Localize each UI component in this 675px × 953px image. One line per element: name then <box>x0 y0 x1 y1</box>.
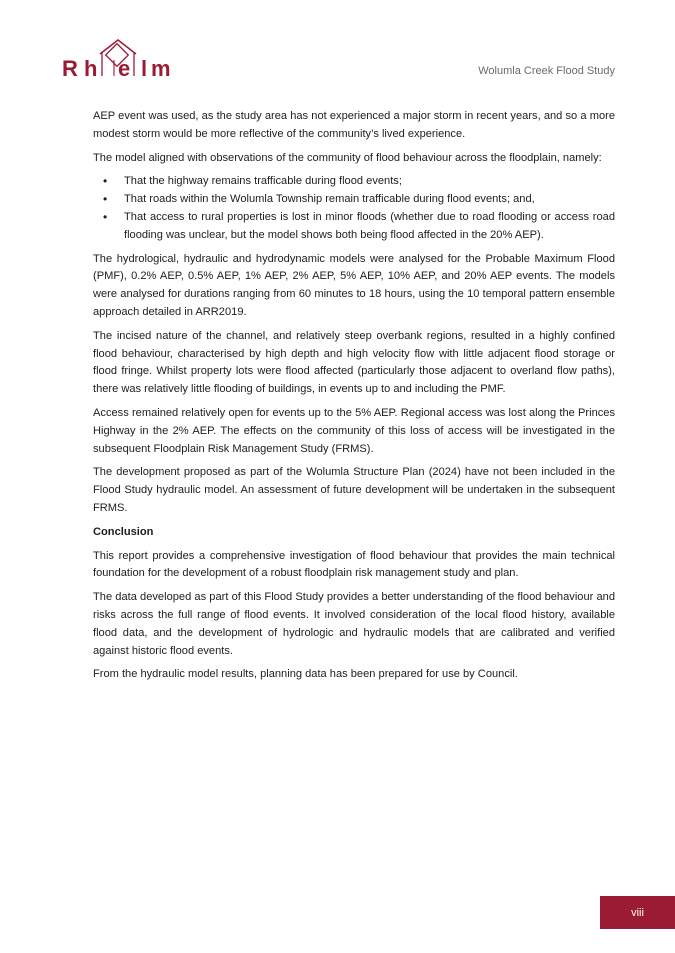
document-title: Wolumla Creek Flood Study <box>478 65 615 77</box>
svg-text:h: h <box>84 56 98 80</box>
rhelm-logo <box>62 38 174 80</box>
paragraph-access: Access remained relatively open for events up to the 5% AEP. Regional access was lost along the Princes Highway in the 2% AEP. The effects on the community of this loss of access will be investigated in the subsequent Floodplain Risk Management Study (FRMS). <box>93 406 615 455</box>
page-body <box>93 108 615 690</box>
list-item: • That roads within the Wolumla Township remain trafficable during flood events; and, <box>93 191 615 209</box>
paragraph-model-observations: The model aligned with observations of the community of flood behaviour across the floodplain, namely: <box>93 151 602 164</box>
rhelm-logo-icon <box>62 38 174 80</box>
list-item: • That access to rural properties is lost in minor floods (whether due to road flooding or access road flooding was unclear, but the model shows both being flood affected in the 20% AEP). <box>93 209 615 245</box>
svg-text:R: R <box>62 56 78 80</box>
paragraph-models-analysed: The hydrological, hydraulic and hydrodynamic models were analysed for the Probable Maximum Flood (PMF), 0.2% AEP, 0.5% AEP, 1% AEP, 2% AEP, 5% AEP, 10% AEP, and 20% AEP events. The models were analysed for durations ranging from 60 minutes to 18 hours, using the 10 temporal pattern ensemble approach detailed in ARR2019. <box>93 252 615 318</box>
svg-text:m: m <box>151 56 171 80</box>
paragraph-channel-behaviour: The incised nature of the channel, and relatively steep overbank regions, resulted in a highly confined flood behaviour, characterised by high depth and high velocity flow with little adjacent flood storage or flood fringe. Whilst property lots were flood affected (particularly those adjacent to overland flow paths), there was relatively little flooding of buildings, in events up to and including the PMF. <box>93 329 615 396</box>
paragraph-development: The development proposed as part of the Wolumla Structure Plan (2024) have not been included in the Flood Study hydraulic model. An assessment of future development will be undertaken in the subsequent FRMS. <box>93 466 615 514</box>
paragraph-conclusion-report: This report provides a comprehensive investigation of flood behaviour that provides the main technical foundation for the development of a robust floodplain risk management study and plan. <box>93 549 615 580</box>
list-item: • That the highway remains trafficable during flood events; <box>93 173 615 191</box>
page-number: viii <box>631 906 644 919</box>
paragraph-planning-data: From the hydraulic model results, planning data has been prepared for use by Council. <box>93 668 518 681</box>
paragraph-aep-event: AEP event was used, as the study area has not experienced a major storm in recent years, and so a more modest storm would be more reflective of the community’s lived experience. <box>93 110 615 140</box>
observations-list <box>93 173 615 244</box>
page-number-badge <box>600 896 675 929</box>
conclusion-heading: Conclusion <box>93 525 154 538</box>
paragraph-conclusion-data: The data developed as part of this Flood Study provides a better understanding of the flood behaviour and risks across the full range of flood events. It involved consideration of the local flood history, available flood data, and the development of hydrologic and hydraulic models that are calibrated and verified against historic flood events. <box>93 591 615 657</box>
svg-text:l: l <box>141 56 148 80</box>
svg-text:e: e <box>118 56 131 80</box>
